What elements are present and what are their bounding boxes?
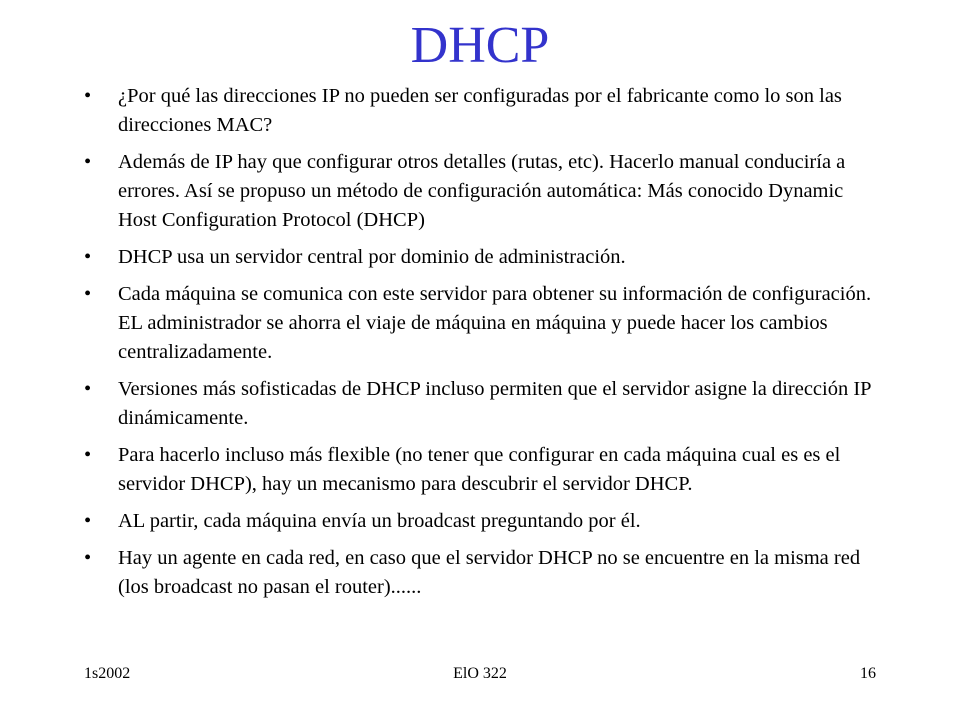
footer-course: ElO 322	[453, 665, 507, 682]
bullet-text: DHCP usa un servidor central por dominio de administración.	[118, 246, 626, 268]
bullet-item	[84, 148, 884, 235]
bullet-icon: •	[84, 246, 92, 268]
bullet-item	[84, 544, 884, 602]
bullet-icon: •	[84, 444, 92, 466]
bullet-icon: •	[84, 510, 92, 532]
bullet-item	[84, 82, 884, 140]
bullet-text: Para hacerlo incluso más flexible (no tener que configurar en cada máquina cual es es el servidor DHCP), hay un mecanismo para descubrir el servidor DHCP.	[118, 444, 841, 495]
footer-page-number: 16	[860, 665, 876, 682]
bullet-item	[84, 375, 884, 433]
bullet-icon: •	[84, 547, 92, 569]
slide-title: DHCP	[410, 17, 550, 74]
bullet-icon: •	[84, 378, 92, 400]
bullet-item	[84, 243, 884, 272]
footer-date: 1s2002	[84, 665, 131, 682]
bullet-text: ¿Por qué las direcciones IP no pueden ser configuradas por el fabricante como lo son las direcciones MAC?	[118, 85, 842, 136]
bullet-icon: •	[84, 283, 92, 305]
bullet-icon: •	[84, 151, 92, 173]
bullet-text: AL partir, cada máquina envía un broadcast preguntando por él.	[118, 510, 641, 532]
bullet-text: Cada máquina se comunica con este servidor para obtener su información de configuración. EL administrador se ahorra el viaje de máquina en máquina y puede hacer los cambios centralizadamente.	[118, 283, 872, 363]
bullet-text: Versiones más sofisticadas de DHCP incluso permiten que el servidor asigne la dirección IP dinámicamente.	[118, 378, 871, 429]
bullet-text: Hay un agente en cada red, en caso que el servidor DHCP no se encuentre en la misma red (los broadcast no pasan el router)......	[118, 547, 861, 598]
bullet-item	[84, 507, 884, 536]
bullet-item	[84, 441, 884, 499]
bullet-icon: •	[84, 85, 92, 107]
bullet-item	[84, 280, 884, 367]
bullet-list	[84, 82, 884, 610]
bullet-text: Además de IP hay que configurar otros detalles (rutas, etc). Hacerlo manual conduciría a errores. Así se propuso un método de configuración automática: Más conocido Dynamic Host Configuration Protocol (DHCP)	[118, 151, 846, 231]
